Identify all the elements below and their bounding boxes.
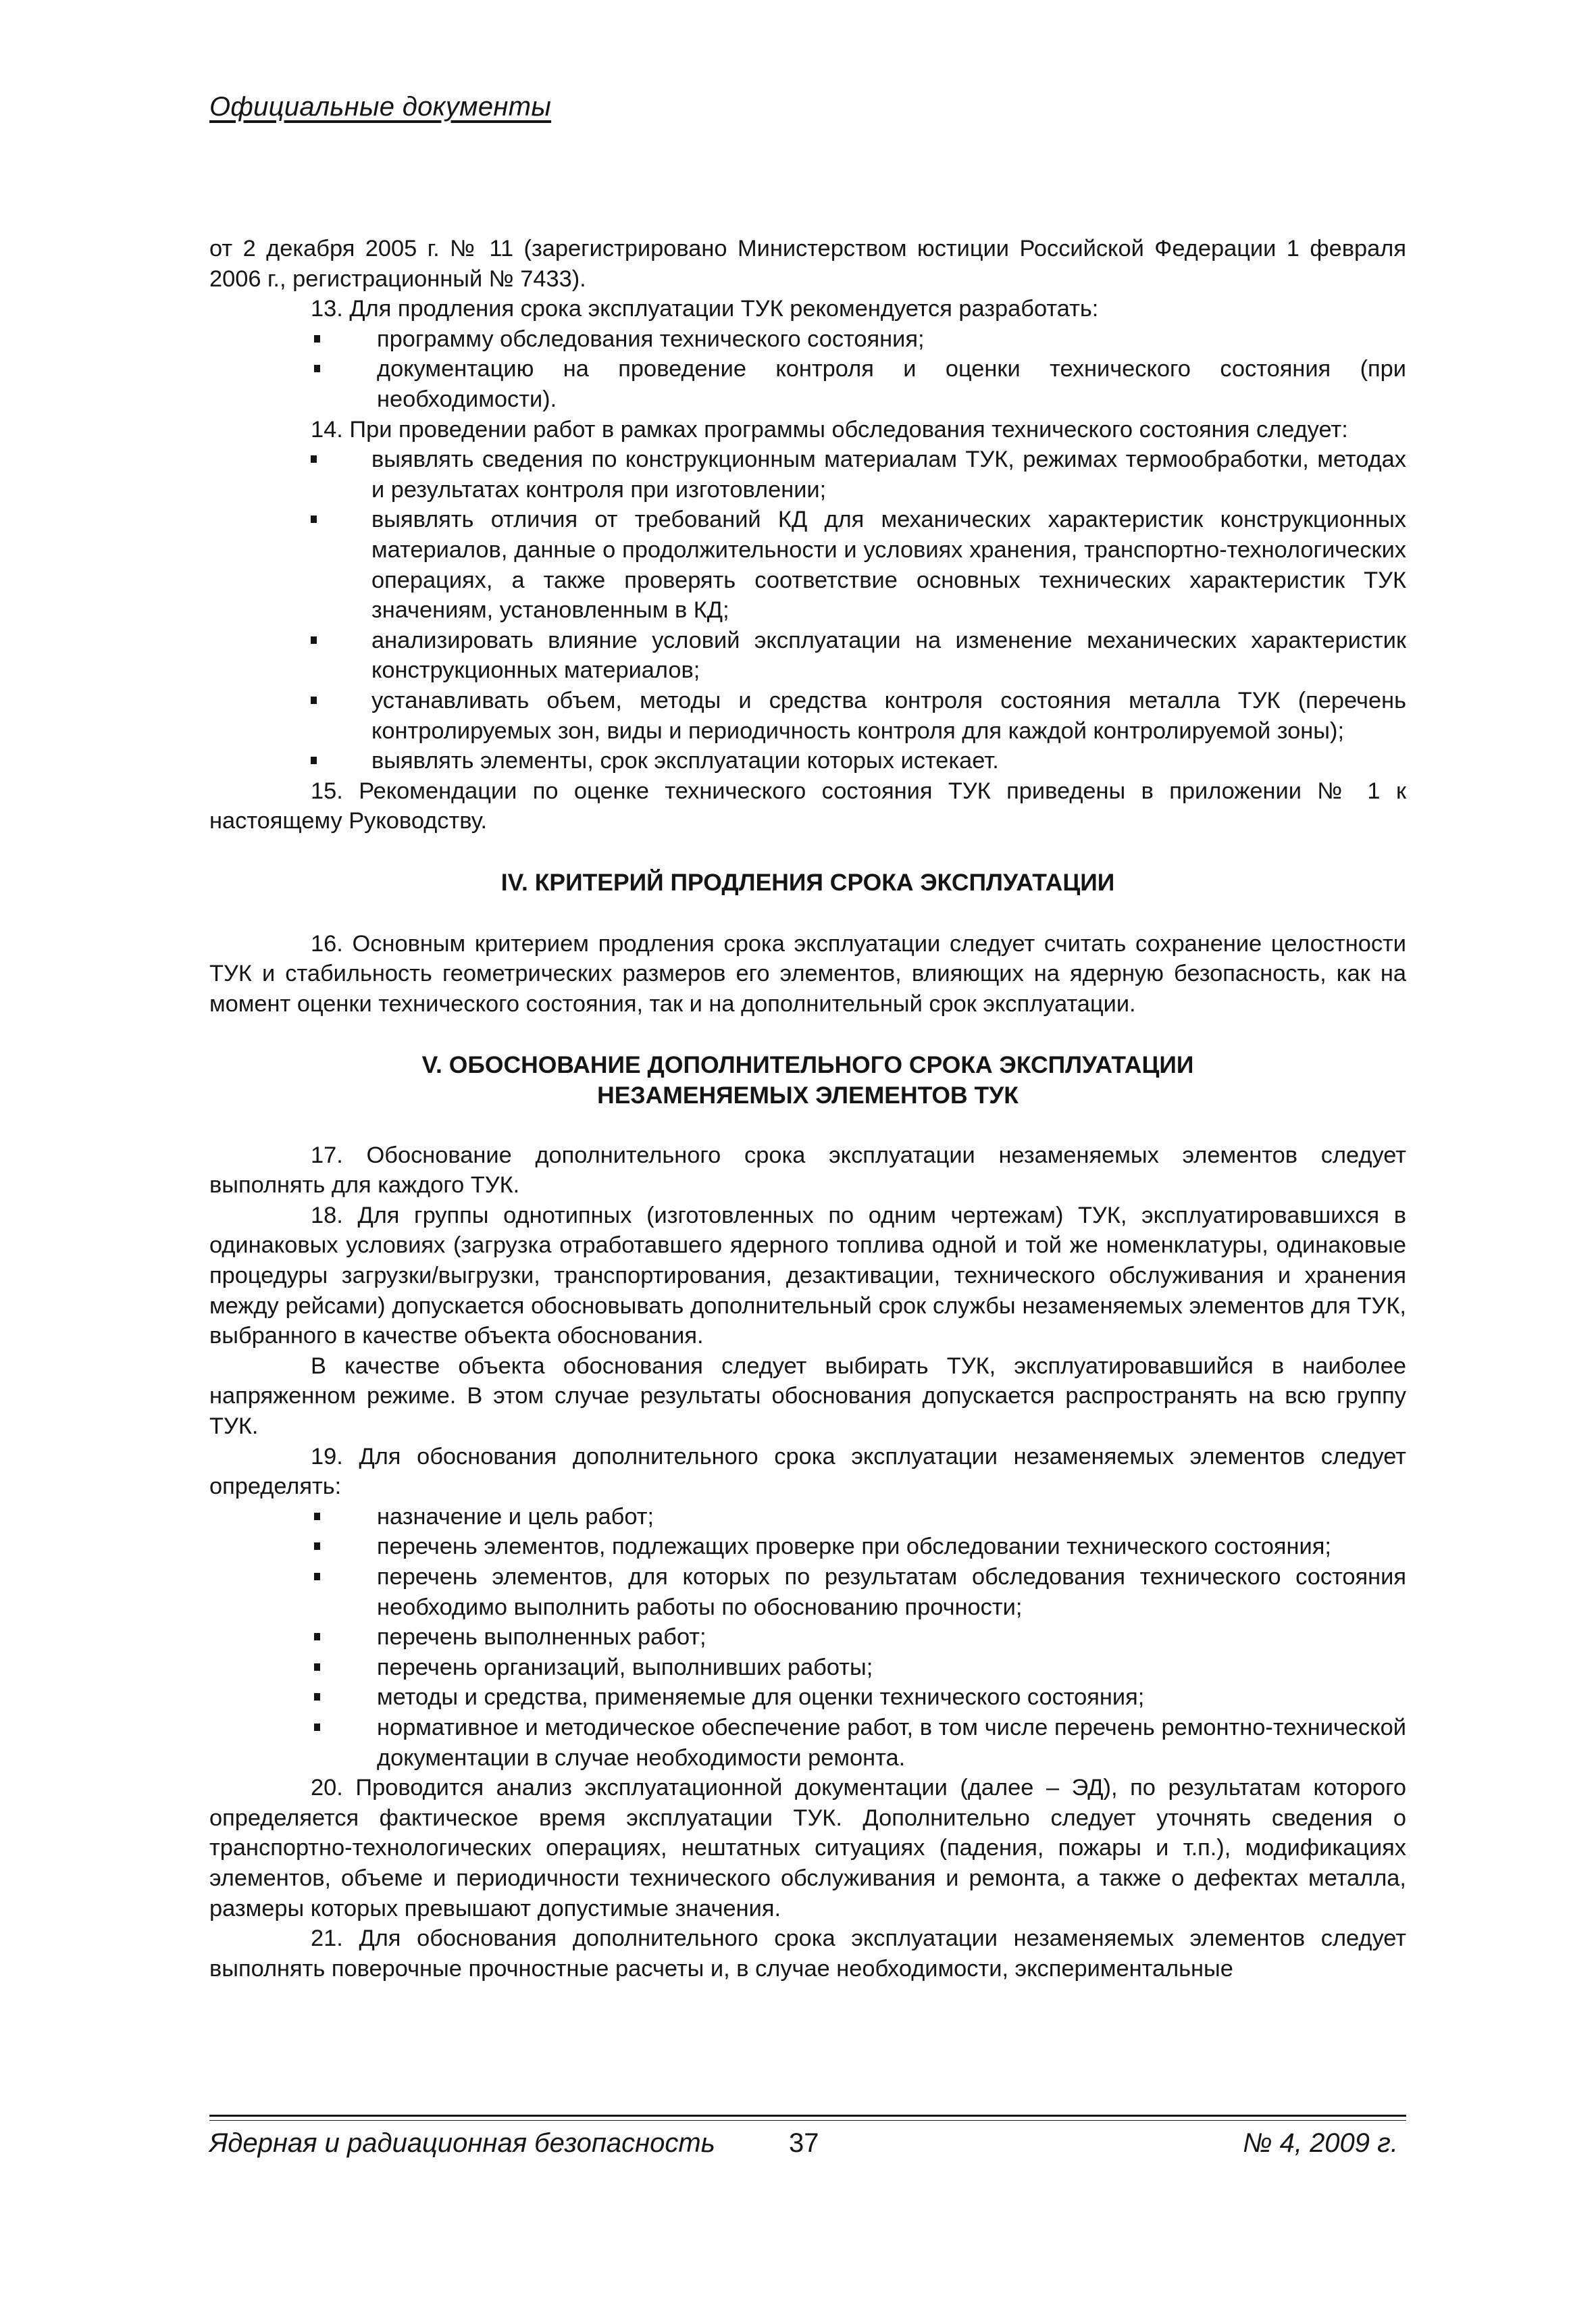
- list-item: перечень организаций, выполнивших работы;: [209, 1653, 1406, 1683]
- list-item: анализировать влияние условий эксплуатации на изменение механических характеристик конструкционных материалов;: [209, 626, 1406, 686]
- paragraph-17: 17. Обоснование дополнительного срока эксплуатации незаменяемых элементов следует выполнять для каждого ТУК.: [209, 1142, 1406, 1199]
- footer-journal-title: Ядерная и радиационная безопасность: [209, 2128, 715, 2158]
- list-p19: [209, 1502, 1406, 1773]
- paragraph-18-continued: В качестве объекта обоснования следует выбирать ТУК, эксплуатировавшийся в наиболее напряженном режиме. В этом случае результаты обоснования допускается распространять на всю группу ТУК.: [209, 1353, 1406, 1439]
- paragraph-18: 18. Для группы однотипных (изготовленных по одним чертежам) ТУК, эксплуатировавшихся в одинаковых условиях (загрузка отработавшего ядерного топлива одной и той же номенклатуры, одинаковые процедуры загрузки/выгрузки, транспортирования, дезактивации, технического обслуживания и хранения между рейсами) допускается обосновывать дополнительный срок службы незаменяемых элементов для ТУК, выбранного в качестве объекта обоснования.: [209, 1202, 1406, 1349]
- paragraph-13: 13. Для продления срока эксплуатации ТУК рекомендуется разработать:: [311, 296, 1099, 322]
- section-heading-v-line2: НЕЗАМЕНЯЕМЫХ ЭЛЕМЕНТОВ ТУК: [597, 1081, 1019, 1109]
- list-item: перечень элементов, для которых по результатам обследования технического состояния необходимо выполнить работы по обоснованию прочности;: [209, 1562, 1406, 1622]
- paragraph-20: 20. Проводится анализ эксплуатационной документации (далее – ЭД), по результатам которого определяется фактическое время эксплуатации ТУК. Дополнительно следует уточнять сведения о транспортно-технологических операциях, нештатных ситуациях (падения, пожары и т.п.), модификациях элементов, объеме и периодичности технического обслуживания и ремонта, а также о дефектах металла, размеры которых превышают допустимые значения.: [209, 1775, 1406, 1921]
- list-p13: [209, 324, 1406, 415]
- list-item: устанавливать объем, методы и средства контроля состояния металла ТУК (перечень контролируемых зон, виды и периодичность контроля для каждой контролируемой зоны);: [209, 686, 1406, 746]
- list-item: перечень выполненных работ;: [209, 1622, 1406, 1653]
- list-item: выявлять сведения по конструкционным материалам ТУК, режимах термообработки, методах и результатах контроля при изготовлении;: [209, 445, 1406, 505]
- list-item: программу обследования технического состояния;: [209, 324, 1406, 355]
- list-item: выявлять элементы, срок эксплуатации которых истекает.: [209, 746, 1406, 776]
- paragraph-19: 19. Для обоснования дополнительного срока эксплуатации незаменяемых элементов следует определять:: [209, 1443, 1406, 1500]
- section-heading-v-line1: V. ОБОСНОВАНИЕ ДОПОЛНИТЕЛЬНОГО СРОКА ЭКСПЛУАТАЦИИ: [421, 1051, 1194, 1078]
- section-heading-v: [209, 1050, 1406, 1111]
- list-item: выявлять отличия от требований КД для механических характеристик конструкционных материалов, данные о продолжительности и условиях хранения, транспортно-технологических операциях, а также проверять соответствие основных технических характеристик ТУК значениям, установленным в КД;: [209, 505, 1406, 625]
- list-item: нормативное и методическое обеспечение работ, в том числе перечень ремонтно-технической документации в случае необходимости ремонта.: [209, 1713, 1406, 1773]
- footer-page-number: 37: [789, 2128, 819, 2158]
- paragraph-14: 14. При проведении работ в рамках программы обследования технического состояния следует:: [311, 416, 1348, 443]
- list-item: методы и средства, применяемые для оценки технического состояния;: [209, 1682, 1406, 1713]
- running-title: Официальные документы: [209, 92, 552, 122]
- paragraph-continuation: от 2 декабря 2005 г. № 11 (зарегистрировано Министерством юстиции Российской Федерации 1 февраля 2006 г., регистрационный № 7433).: [209, 236, 1406, 292]
- document-body: [209, 234, 1406, 1984]
- list-item: перечень элементов, подлежащих проверке при обследовании технического состояния;: [209, 1532, 1406, 1562]
- section-heading-iv: IV. КРИТЕРИЙ ПРОДЛЕНИЯ СРОКА ЭКСПЛУАТАЦИИ: [500, 868, 1115, 896]
- page-footer: [209, 2128, 1406, 2162]
- list-item: документацию на проведение контроля и оценки технического состояния (при необходимости).: [209, 354, 1406, 414]
- footer-issue: № 4, 2009 г.: [1243, 2128, 1398, 2158]
- list-p14: [209, 445, 1406, 776]
- paragraph-16: 16. Основным критерием продления срока эксплуатации следует считать сохранение целостности ТУК и стабильность геометрических размеров его элементов, влияющих на ядерную безопасность, как на момент оценки технического состояния, так и на дополнительный срок эксплуатации.: [209, 930, 1406, 1017]
- list-item: назначение и цель работ;: [209, 1502, 1406, 1532]
- footer-rule-thin: [209, 2120, 1406, 2121]
- paragraph-15: 15. Рекомендации по оценке технического состояния ТУК приведены в приложении № 1 к настоящему Руководству.: [209, 778, 1406, 834]
- paragraph-21: 21. Для обоснования дополнительного срока эксплуатации незаменяемых элементов следует выполнять поверочные прочностные расчеты и, в случае необходимости, экспериментальные: [209, 1926, 1406, 1982]
- footer-rule-thick: [209, 2115, 1406, 2117]
